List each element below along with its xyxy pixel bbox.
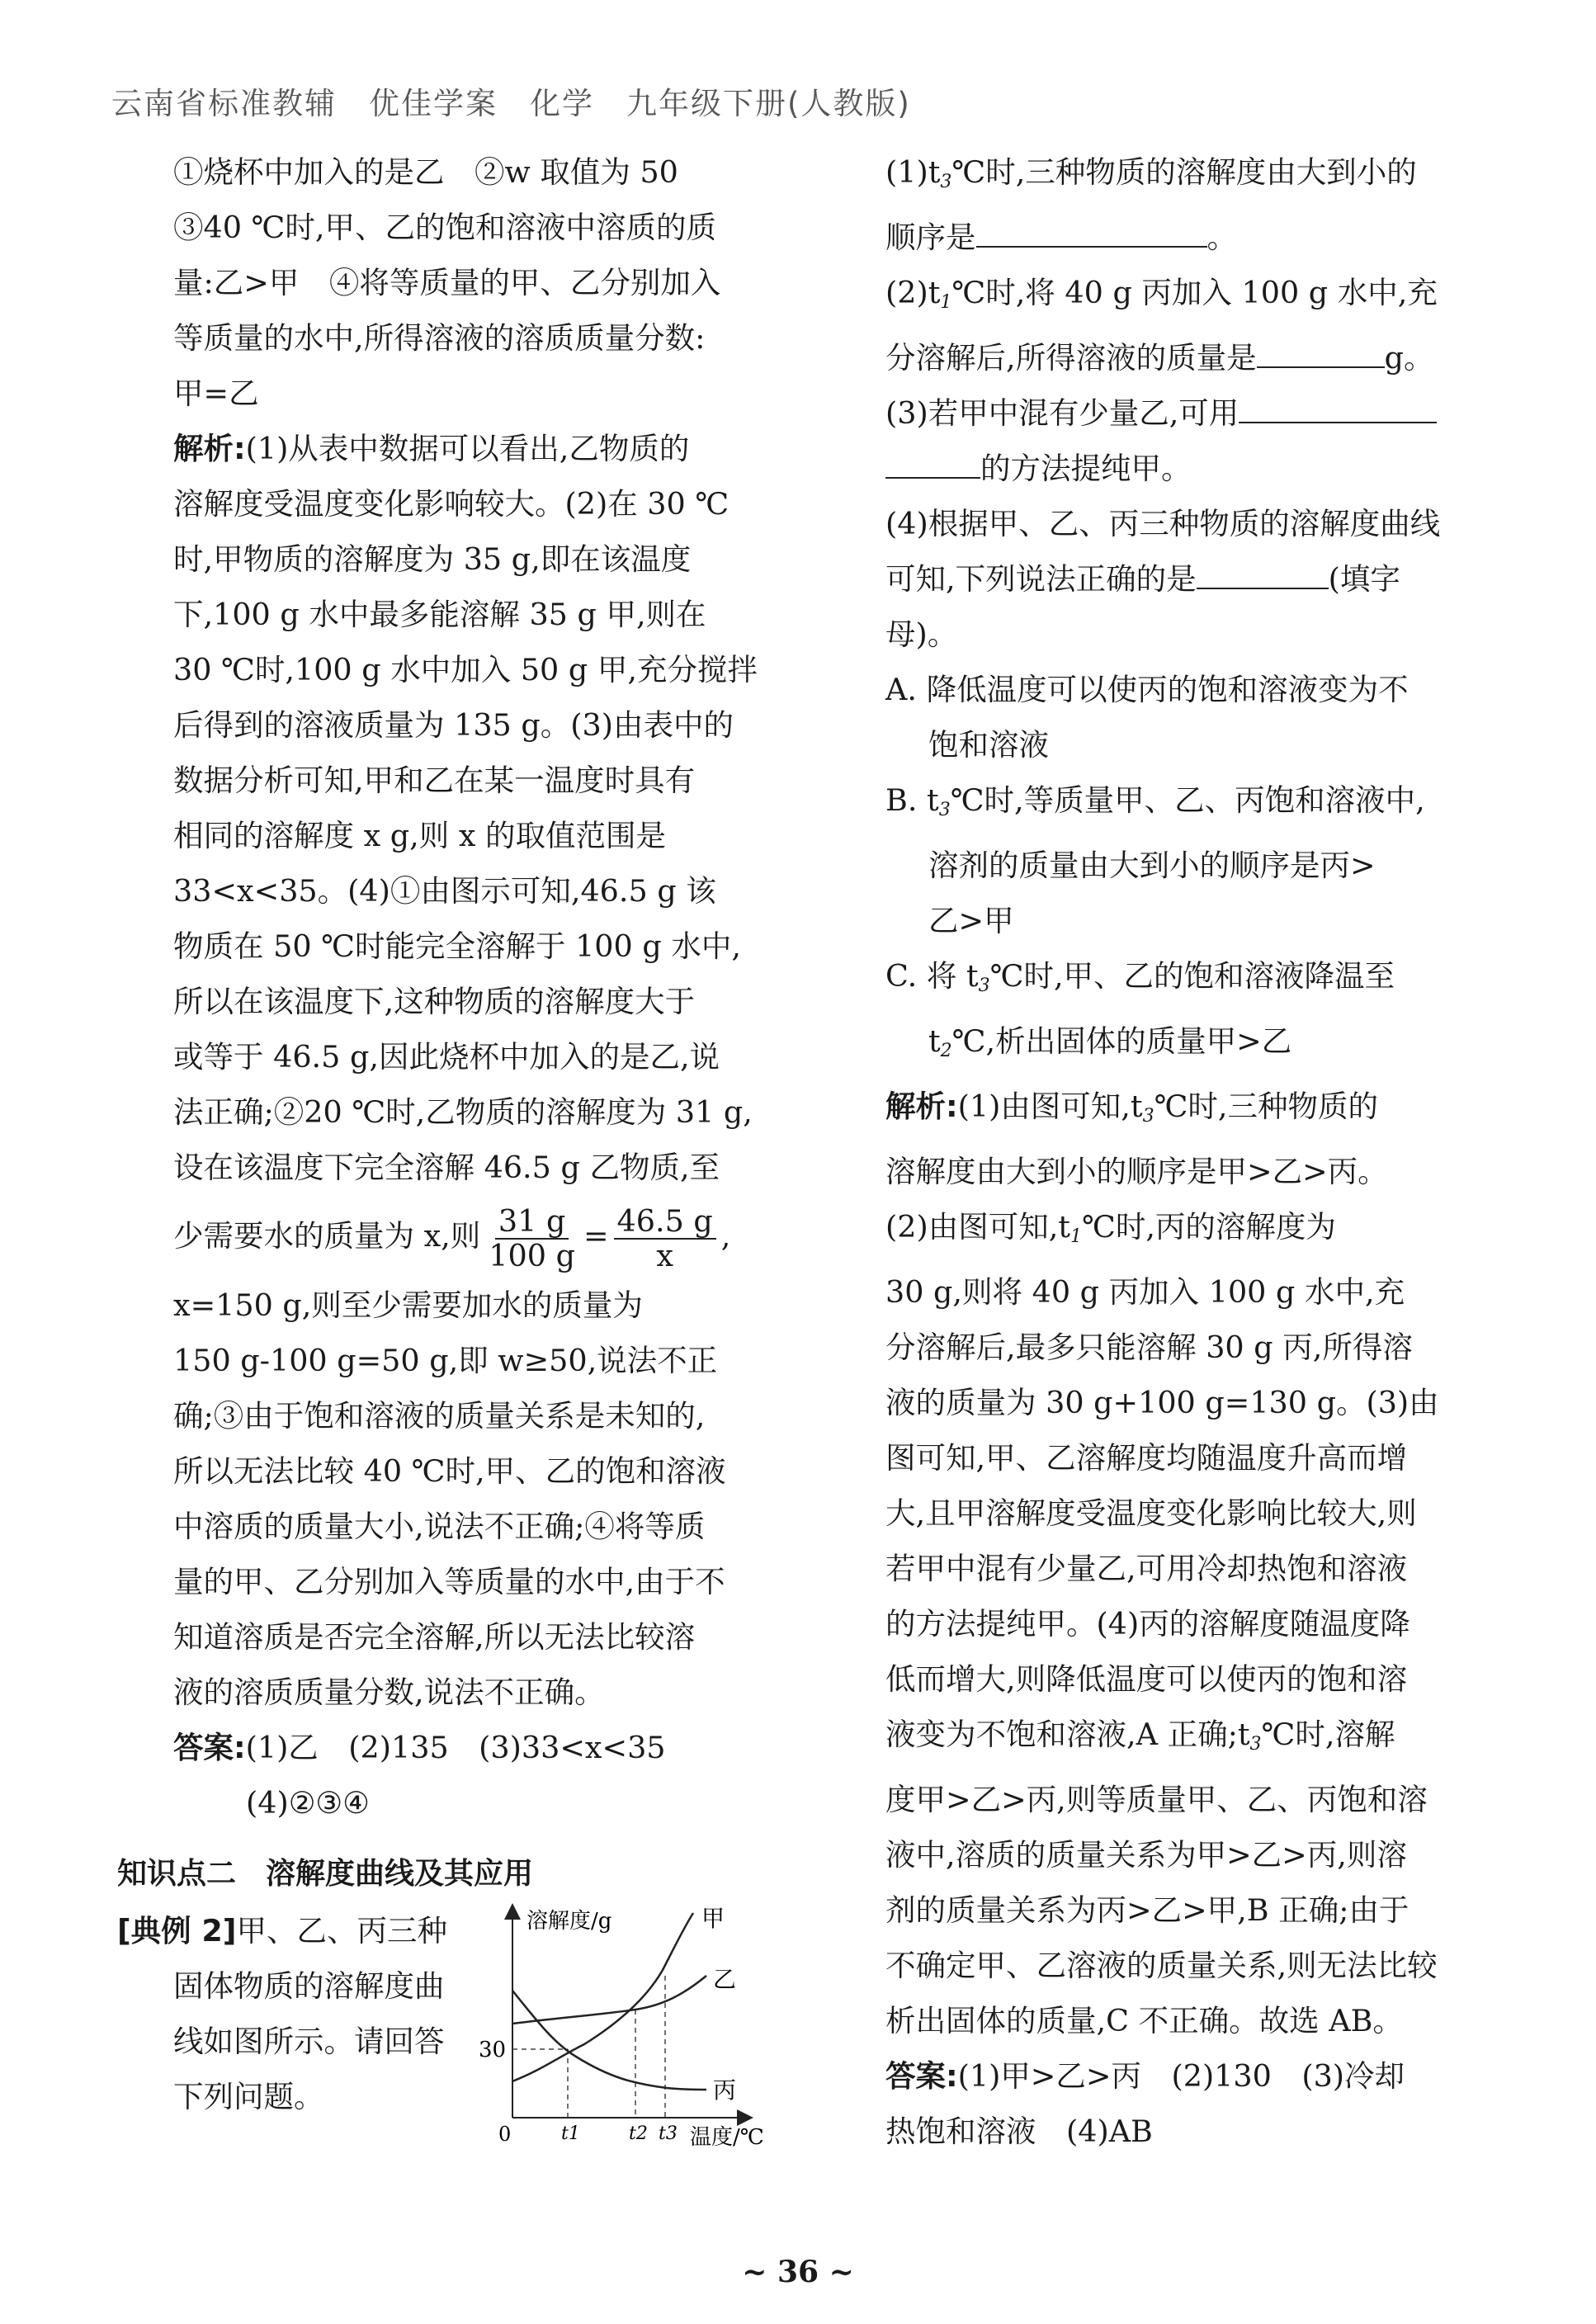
question-1: $(1)t_3℃$时,三种物质的溶解度由大到小的 [885,154,1417,192]
analysis-line: 33<x<35。(4)①由图示可知,46.5 g 该 [173,873,716,909]
answer-line: 答案:(1)甲>乙>丙 (2)130 (3)冷却 [885,2058,1405,2094]
answer-label: 答案: [173,1730,246,1765]
answer-blank-2[interactable] [1257,342,1385,368]
option-c: C. 将 $t_3℃$时,甲、乙的饱和溶液降温至 [885,958,1395,996]
series-yi-curve [512,1976,706,2024]
analysis-line: 相同的溶解度 x g,则 x 的取值范围是 [173,818,667,853]
page-number: ~ 36 ~ [742,2255,854,2289]
solubility-chart [479,1905,774,2150]
analysis-line: x=150 g,则至少需要加水的质量为 [173,1287,643,1323]
option-line: ①烧杯中加入的是乙 ②w 取值为 50 [173,154,678,190]
analysis-line: 解析:(1)由图可知$,t_3℃$时,三种物质的 [885,1089,1379,1127]
answer-blank-4[interactable] [1197,563,1329,589]
analysis-line: 后得到的溶液质量为 135 g。(3)由表中的 [173,707,734,743]
analysis-line: 量的甲、乙分别加入等质量的水中,由于不 [173,1564,725,1599]
analysis-line: 液的溶质质量分数,说法不正确。 [173,1675,605,1710]
x-tick-t2: t2 [629,2123,648,2144]
fraction-2: $\frac{46.5 g}{x}$ [614,1205,716,1273]
analysis-line: 设在该温度下完全溶解 46.5 g 乙物质,至 [173,1150,720,1185]
analysis-line: 时,甲物质的溶解度为 35 g,即在该温度 [173,541,692,577]
answer-line: 答案:(1)乙 (2)135 (3)33<x<35 [173,1730,666,1765]
answer-label: 答案: [885,2058,958,2094]
analysis-line: 溶解度受温度变化影响较大。(2)在 30 ℃ [173,486,730,522]
option-a: A. 降低温度可以使丙的饱和溶液变为不 [885,672,1409,707]
analysis-line: 所以无法比较 40 ℃时,甲、乙的饱和溶液 [173,1453,726,1489]
question-4: (4)根据甲、乙、丙三种物质的溶解度曲线 [885,506,1441,541]
option-b: B. $t_3℃$时,等质量甲、乙、丙饱和溶液中, [885,782,1425,820]
answer-blank-1[interactable] [976,221,1207,248]
y-axis-label: 溶解度/g [526,1909,612,1934]
option-line: ③40 ℃时,甲、乙的饱和溶液中溶质的质 [173,210,716,245]
analysis-line: 确;③由于饱和溶液的质量关系是未知的, [173,1398,706,1434]
analysis-line: 150 g-100 g=50 g,即 w≥50,说法不正 [173,1343,718,1378]
fraction-1: $\frac{31 g}{100 g}$ [489,1202,575,1273]
analysis-line: 所以在该温度下,这种物质的溶解度大于 [173,984,696,1019]
question-2: $(2)t_1℃$时,将 40 g 丙加入 100 g 水中,充 [885,275,1438,313]
series-bing-label: 丙 [713,2076,737,2104]
analysis-line: 法正确;②20 ℃时,乙物质的溶解度为 31 g, [173,1094,753,1130]
analysis-line: 物质在 50 ℃时能完全溶解于 100 g 水中, [173,928,741,964]
analysis-line: 数据分析可知,甲和乙在某一温度时具有 [173,763,696,798]
question-3: (3)若甲中混有少量乙,可用 [885,385,1480,441]
fraction-line: 少需要水的质量为 x,则 $\frac{31 g}{100 g}$ = $\frac{46.5 g}{x}$ , [173,1202,731,1273]
series-jia-label: 甲 [701,1905,725,1932]
analysis-line: 30 ℃时,100 g 水中加入 50 g 甲,充分搅拌 [173,652,758,687]
option-line: 量:乙>甲 ④将等质量的甲、乙分别加入 [173,265,721,300]
page-header: 云南省标准教辅 优佳学案 化学 九年级下册(人教版) [111,86,911,121]
answer-line: (4)②③④ [246,1785,370,1821]
origin-label: 0 [498,2123,512,2146]
answer-blank-3[interactable] [1239,397,1437,423]
option-line: 甲=乙 [173,376,259,411]
right-column: $(1)t_3℃$时,三种物质的溶解度由大到小的 顺序是 。 $(2)t_1℃$时,将 40 g 丙加入 100 g 水中,充 分溶解后,所得溶液的质量是 g。 (3)若甲中混有少量乙,可用 的方法提纯甲。 (4)根据甲、乙、丙三种物质的溶解度曲线 可知,下列说法正确的是 (填字 母)。 A. 降低温度可以使丙的饱和溶液变为不 饱和溶液 B. $t_3℃$时,等质量甲、乙、丙饱和溶液中, 溶剂的质量由大到小的顺序是丙> 乙>甲 C. 将 $t_3℃$时,甲、乙的饱和溶液降温至 $t_2℃$,析出固体的质量甲>乙 解析:(1)由图可知$,t_3℃$时,三种物质的 溶解度由大到小的顺序是甲>乙>丙。 (2)由图可知$,t_1℃$时,丙的溶解度为 30 g,则将 40 g 丙加入 100 g 水中,充 分溶解后,最多只能溶解 30 g 丙,所得溶 液的质量为 30 g+100 g=130 g。(3)由 图可知,甲、乙溶解度均随温度升高而增 大,且甲溶解度受温度变化影响比较大,则 若甲中混有少量乙,可用冷却热饱和溶液 的方法提纯甲。(4)丙的溶解度随温度降 低而增大,则降低温度可以使丙的饱和溶 液变为不饱和溶液,A 正确$;t_3℃$时,溶解 度甲>乙>丙,则等质量甲、乙、丙饱和溶 液中,溶质的质量关系为甲>乙>丙,则溶 剂的质量关系为丙>乙>甲,B 正确;由于 不确定甲、乙溶液的质量关系,则无法比较 析出固体的质量,C 不正确。故选 AB。 答案:(1)甲>乙>丙 (2)130 (3)冷却 热饱和溶液 (4)AB [885,144,1480,2159]
analysis-line: 下,100 g 水中最多能溶解 35 g 甲,则在 [173,597,706,632]
x-tick-t3: t3 [659,2123,678,2144]
x-tick-t1: t1 [561,2123,580,2144]
y-tick-label: 30 [479,2038,507,2062]
analysis-label: 解析: [173,431,246,466]
analysis-label: 解析: [885,1089,958,1124]
series-jia-curve [512,1913,693,2081]
answer-blank-3b[interactable] [885,452,980,479]
example-2: [典例 2]甲、乙、丙三种 固体物质的溶解度曲 线如图所示。请回答 下列问题。 [117,1913,447,2114]
left-column [173,144,767,1830]
example-tag: [典例 2] [117,1913,237,1948]
series-bing-curve [512,1991,706,2090]
section-title: 知识点二 溶解度曲线及其应用 [117,1857,534,1891]
analysis-line: 解析:(1)从表中数据可以看出,乙物质的 [173,431,690,466]
x-axis-label: 温度/℃ [690,2125,764,2150]
option-line: 等质量的水中,所得溶液的溶质质量分数: [173,320,706,356]
analysis-line: 或等于 46.5 g,因此烧杯中加入的是乙,说 [173,1039,720,1075]
series-yi-label: 乙 [713,1966,737,1993]
analysis-line: 知道溶质是否完全溶解,所以无法比较溶 [173,1619,696,1655]
analysis-line: 中溶质的质量大小,说法不正确;④将等质 [173,1509,706,1544]
